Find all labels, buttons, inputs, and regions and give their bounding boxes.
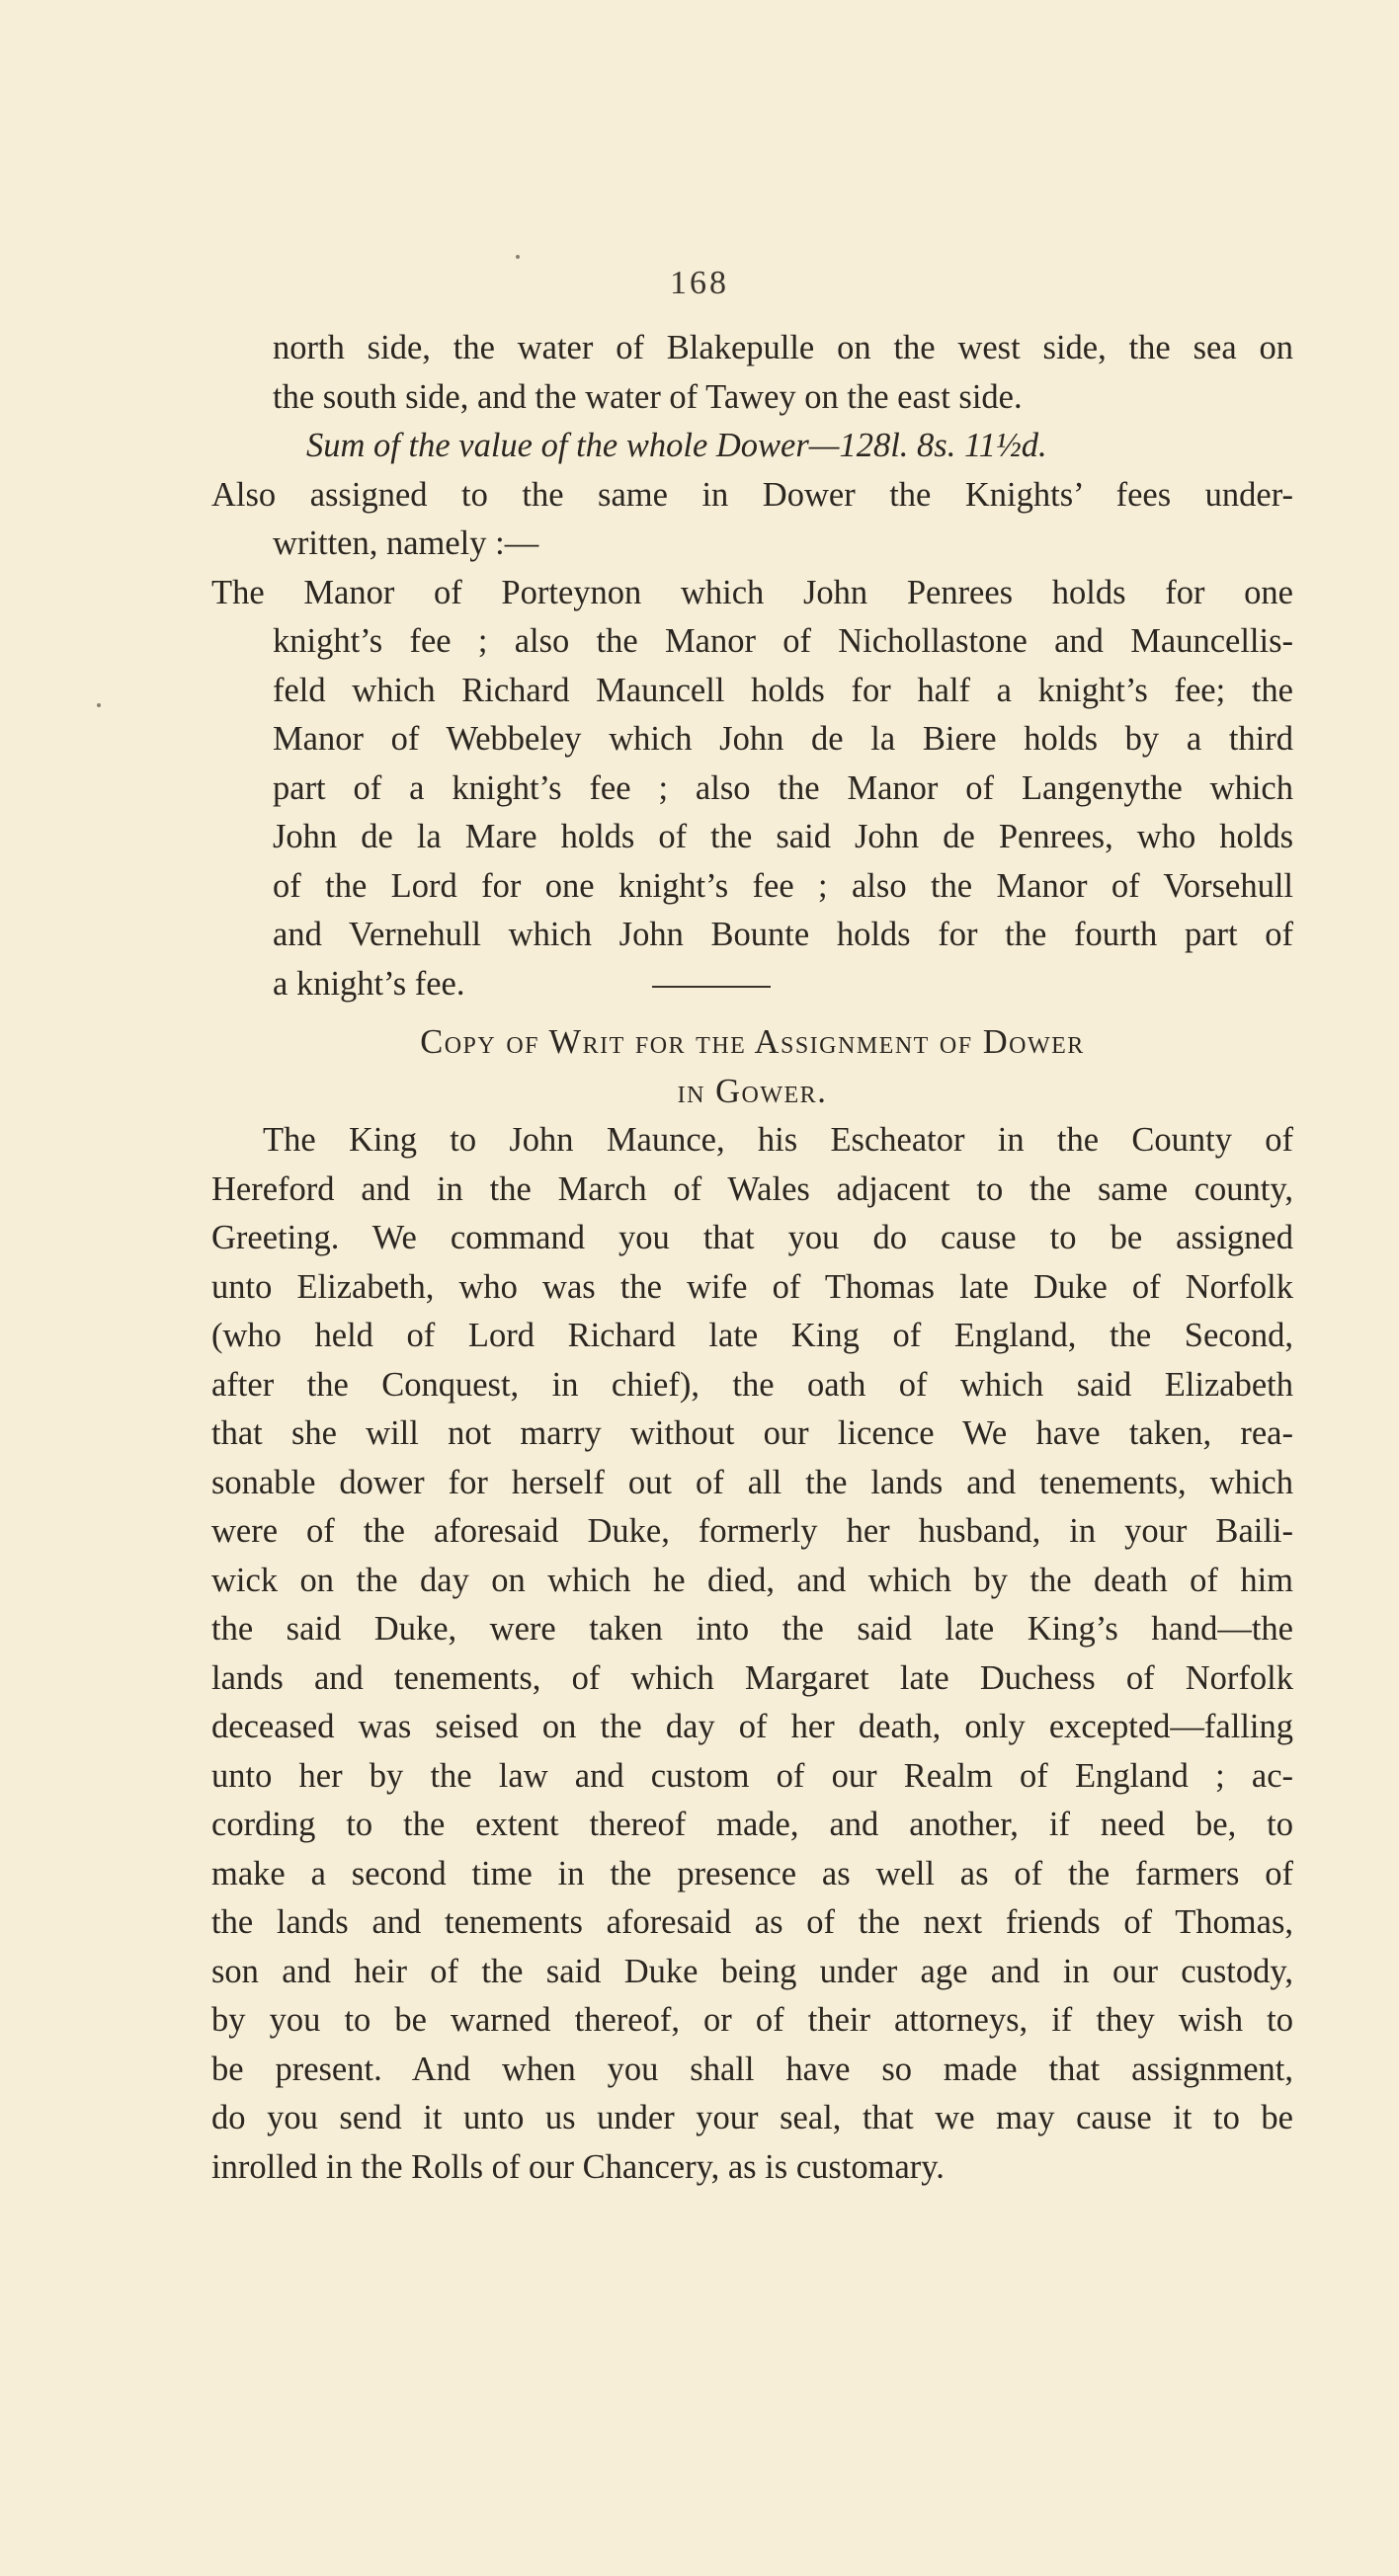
section-heading: Copy of Writ for the Assignment of Dower: [420, 1023, 1085, 1061]
section-heading-continued: in Gower.: [677, 1072, 828, 1110]
text-line: John de la Mare holds of the said John de Penrees, who holds: [273, 818, 1293, 855]
writ-line: by you to be warned thereof, or of their attorneys, if they wish to: [211, 2001, 1293, 2039]
writ-line: were of the aforesaid Duke, formerly her husband, in your Baili-: [211, 1512, 1293, 1550]
dower-sum-line: Sum of the value of the whole Dower—128l. 8s. 11½d.: [306, 427, 1047, 464]
writ-line: the lands and tenements aforesaid as of the next friends of Thomas,: [211, 1903, 1293, 1941]
writ-line: The King to John Maunce, his Escheator in the County of: [263, 1121, 1293, 1159]
text-line: the south side, and the water of Tawey on the east side.: [273, 377, 1023, 416]
text-line: of the Lord for one knight’s fee ; also the Manor of Vorsehull: [273, 866, 1293, 905]
text-line-content: a knight’s fee.: [273, 964, 465, 1003]
text-line: The Manor of Porteynon which John Penrees holds for one: [211, 573, 1293, 611]
writ-line: inrolled in the Rolls of our Chancery, as is customary.: [211, 2147, 945, 2186]
page-speck: [97, 703, 101, 707]
writ-line: that she will not marry without our licence We have taken, rea-: [211, 1414, 1293, 1452]
text-line: written, namely :—: [273, 524, 539, 562]
text-line: Manor of Webbeley which John de la Biere holds by a third: [273, 720, 1293, 758]
text-line: part of a knight’s fee ; also the Manor of Langenythe which: [273, 768, 1293, 807]
text-line: [211, 960, 1293, 1009]
writ-line: the said Duke, were taken into the said late King’s hand—the: [211, 1610, 1293, 1648]
writ-line: do you send it unto us under your seal, that we may cause it to be: [211, 2099, 1293, 2136]
writ-line: cording to the extent thereof made, and another, if need be, to: [211, 1806, 1293, 1843]
writ-line: deceased was seised on the day of her death, only excepted—falling: [211, 1708, 1293, 1745]
writ-line: make a second time in the presence as well as of the farmers of: [211, 1854, 1293, 1892]
writ-line: Greeting. We command you that you do cause to be assigned: [211, 1219, 1293, 1256]
writ-line: be present. And when you shall have so made that assignment,: [211, 2050, 1293, 2088]
text-line: feld which Richard Mauncell holds for half a knight’s fee; the: [273, 671, 1293, 709]
text-line: Also assigned to the same in Dower the Knights’ fees under-: [211, 475, 1293, 514]
writ-line: (who held of Lord Richard late King of England, the Second,: [211, 1317, 1293, 1354]
text-line: and Vernehull which John Bounte holds for the fourth part of: [273, 916, 1293, 953]
text-line: north side, the water of Blakepulle on the west side, the sea on: [273, 329, 1293, 366]
page-speck: [516, 255, 520, 259]
writ-line: unto her by the law and custom of our Realm of England ; ac-: [211, 1756, 1293, 1795]
writ-line: Hereford and in the March of Wales adjacent to the same county,: [211, 1169, 1293, 1208]
section-divider-rule: [652, 986, 771, 988]
writ-line: lands and tenements, of which Margaret late Duchess of Norfolk: [211, 1658, 1293, 1697]
body-text: [211, 324, 1293, 2192]
text-line: knight’s fee ; also the Manor of Nichollastone and Mauncellis-: [273, 622, 1293, 660]
writ-line: sonable dower for herself out of all the lands and tenements, which: [211, 1463, 1293, 1501]
writ-line: unto Elizabeth, who was the wife of Thomas late Duke of Norfolk: [211, 1267, 1293, 1306]
writ-line: after the Conquest, in chief), the oath of which said Elizabeth: [211, 1365, 1293, 1404]
writ-line: son and heir of the said Duke being under age and in our custody,: [211, 1952, 1293, 1990]
writ-line: wick on the day on which he died, and which by the death of him: [211, 1561, 1293, 1599]
page-number: 168: [670, 265, 729, 301]
